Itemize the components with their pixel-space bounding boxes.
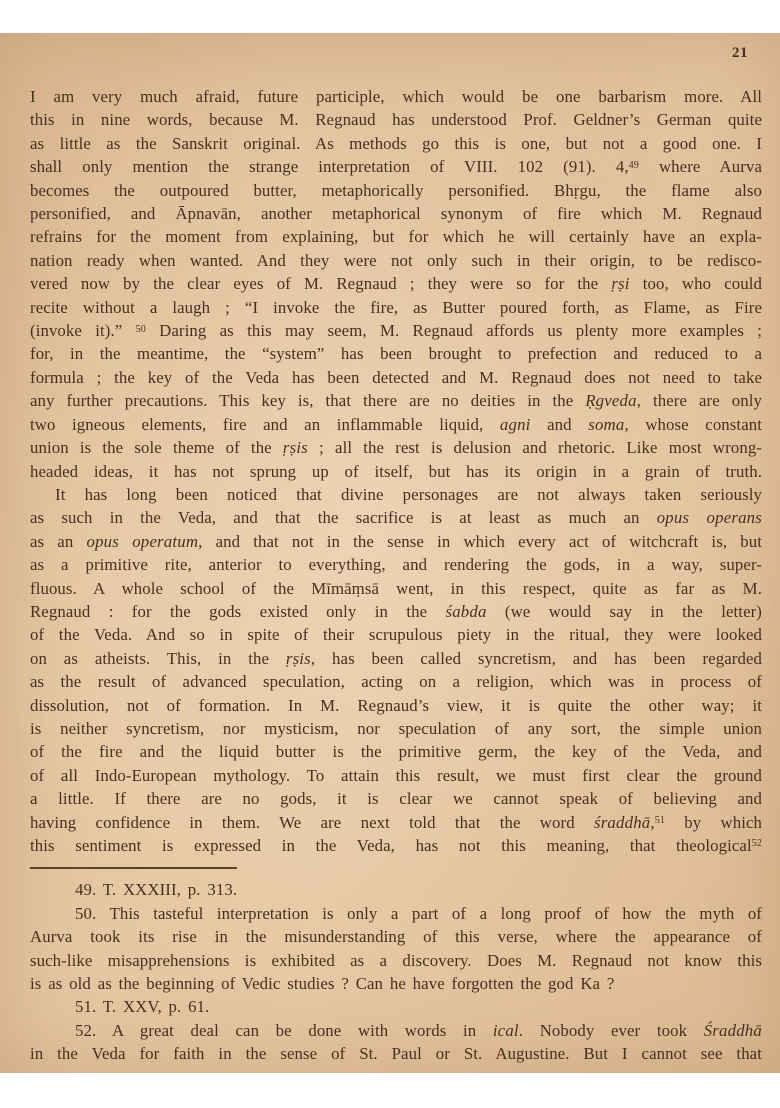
text-line: is as old as the beginning of Vedic studies ? Can he have forgotten the god Ka ? — [30, 974, 615, 994]
text-line: 49. T. XXXIII, p. 313. — [75, 880, 238, 900]
footnote-separator — [30, 867, 237, 869]
text-line: It has long been noticed that divine personages are not always taken seriously — [55, 484, 762, 504]
text-line: refrains for the moment from explaining, but for which he will certainly have an expla- — [30, 227, 762, 247]
text-line: on as atheists. This, in the ṛṣis, has been called syncretism, and has been regarded — [30, 648, 762, 668]
text-line: union is the sole theme of the ṛṣis ; all the rest is delusion and rhetoric. Like most wrong- — [30, 438, 762, 458]
text-line: a little. If there are no gods, it is clear we cannot speak of believing and — [30, 789, 762, 809]
text-line: 50. This tasteful interpretation is only a part of a long proof of how the myth of — [75, 903, 762, 923]
text-line: for, in the meantime, the “system” has been brought to prefection and reduced to a — [30, 344, 762, 364]
text-line: in the Veda for faith in the sense of St. Paul or St. Augustine. But I cannot see that — [30, 1044, 762, 1064]
text-line: of all Indo-European mythology. To attain this result, we must first clear the ground — [30, 765, 762, 785]
text-line: fluous. A whole school of the Mīmāṃsā went, in this respect, quite as far as M. — [30, 578, 762, 598]
text-line: formula ; the key of the Veda has been detected and M. Regnaud does not need to take — [30, 367, 762, 387]
text-line: is neither syncretism, nor mysticism, nor speculation of any sort, the simple union — [30, 718, 762, 738]
paragraph-1 — [30, 85, 762, 483]
paragraph-2 — [30, 483, 762, 858]
text-line: Aurva took its rise in the misunderstanding of this verse, where the appearance of — [30, 927, 762, 947]
text-line: 52. A great deal can be done with words in ical. Nobody ever took Śraddhā — [75, 1020, 762, 1040]
text-line: this sentiment is expressed in the Veda, has not this meaning, that theological$^{52}$ — [30, 836, 762, 855]
text-line: as little as the Sanskrit original. As methods go this is one, but not a good one. I — [30, 133, 762, 153]
text-line: 51. T. XXV, p. 61. — [75, 997, 210, 1017]
text-line: nation ready when wanted. And they were not only such in their origin, to be redisco- — [30, 250, 762, 270]
text-line: as a primitive rite, anterior to everything, and rendering the gods, in a way, super- — [30, 555, 762, 575]
text-line: as an opus operatum, and that not in the sense in which every act of witchcraft is, but — [30, 531, 762, 551]
text-line: vered now by the clear eyes of M. Regnaud ; they were so for the ṛṣi too, who could — [30, 274, 762, 294]
text-line: of the Veda. And so in spite of their scrupulous piety in the ritual, they were looked — [30, 625, 762, 645]
text-line: shall only mention the strange interpretation of VIII. 102 (91). 4,49 where Aurva — [30, 157, 762, 177]
text-line: recite without a laugh ; “I invoke the fire, as Butter poured forth, as Flame, as Fire — [30, 297, 762, 317]
text-line: Regnaud : for the gods existed only in the śabda (we would say in the letter) — [30, 601, 762, 621]
text-line: dissolution, not of formation. In M. Regnaud’s view, it is quite the other way; it — [30, 695, 762, 715]
text-line: becomes the outpoured butter, metaphorically personified. Bhṛgu, the flame also — [30, 180, 762, 200]
text-line: any further precautions. This key is, that there are no deities in the Ṛgveda, there are only — [30, 391, 762, 411]
footnotes — [30, 878, 762, 1065]
text-line: this in nine words, because M. Regnaud has understood Prof. Geldner’s German quite — [30, 110, 762, 130]
text-line: (invoke it).” $^{50}$ Daring as this may seem, M. Regnaud affords us plenty more examples ; — [30, 321, 763, 341]
text-line: as such in the Veda, and that the sacrifice is at least as much an opus operans — [30, 508, 762, 528]
text-line: as the result of advanced speculation, acting on a religion, which was in process of — [30, 672, 762, 692]
scanned-book-page — [0, 33, 780, 1073]
text-line: headed ideas, it has not sprung up of itself, but has its origin in a grain of truth. — [30, 461, 762, 481]
text-line: personified, and Āpnavān, another metaphorical synonym of fire which M. Regnaud — [30, 204, 762, 224]
text-line: two igneous elements, fire and an inflammable liquid, agni and soma, whose constant — [30, 414, 762, 434]
text-line: of the fire and the liquid butter is the primitive germ, the key of the Veda, and — [30, 742, 762, 762]
page-number: 21 — [732, 45, 748, 61]
text-line: having confidence in them. We are next told that the word śraddhā,$^{51}$ by which — [30, 812, 762, 832]
text-line: such-like misapprehensions is exhibited as a discovery. Does M. Regnaud not know this — [30, 950, 762, 970]
text-line: I am very much afraid, future participle, which would be one barbarism more. All — [30, 87, 762, 106]
body-text — [30, 85, 762, 1066]
